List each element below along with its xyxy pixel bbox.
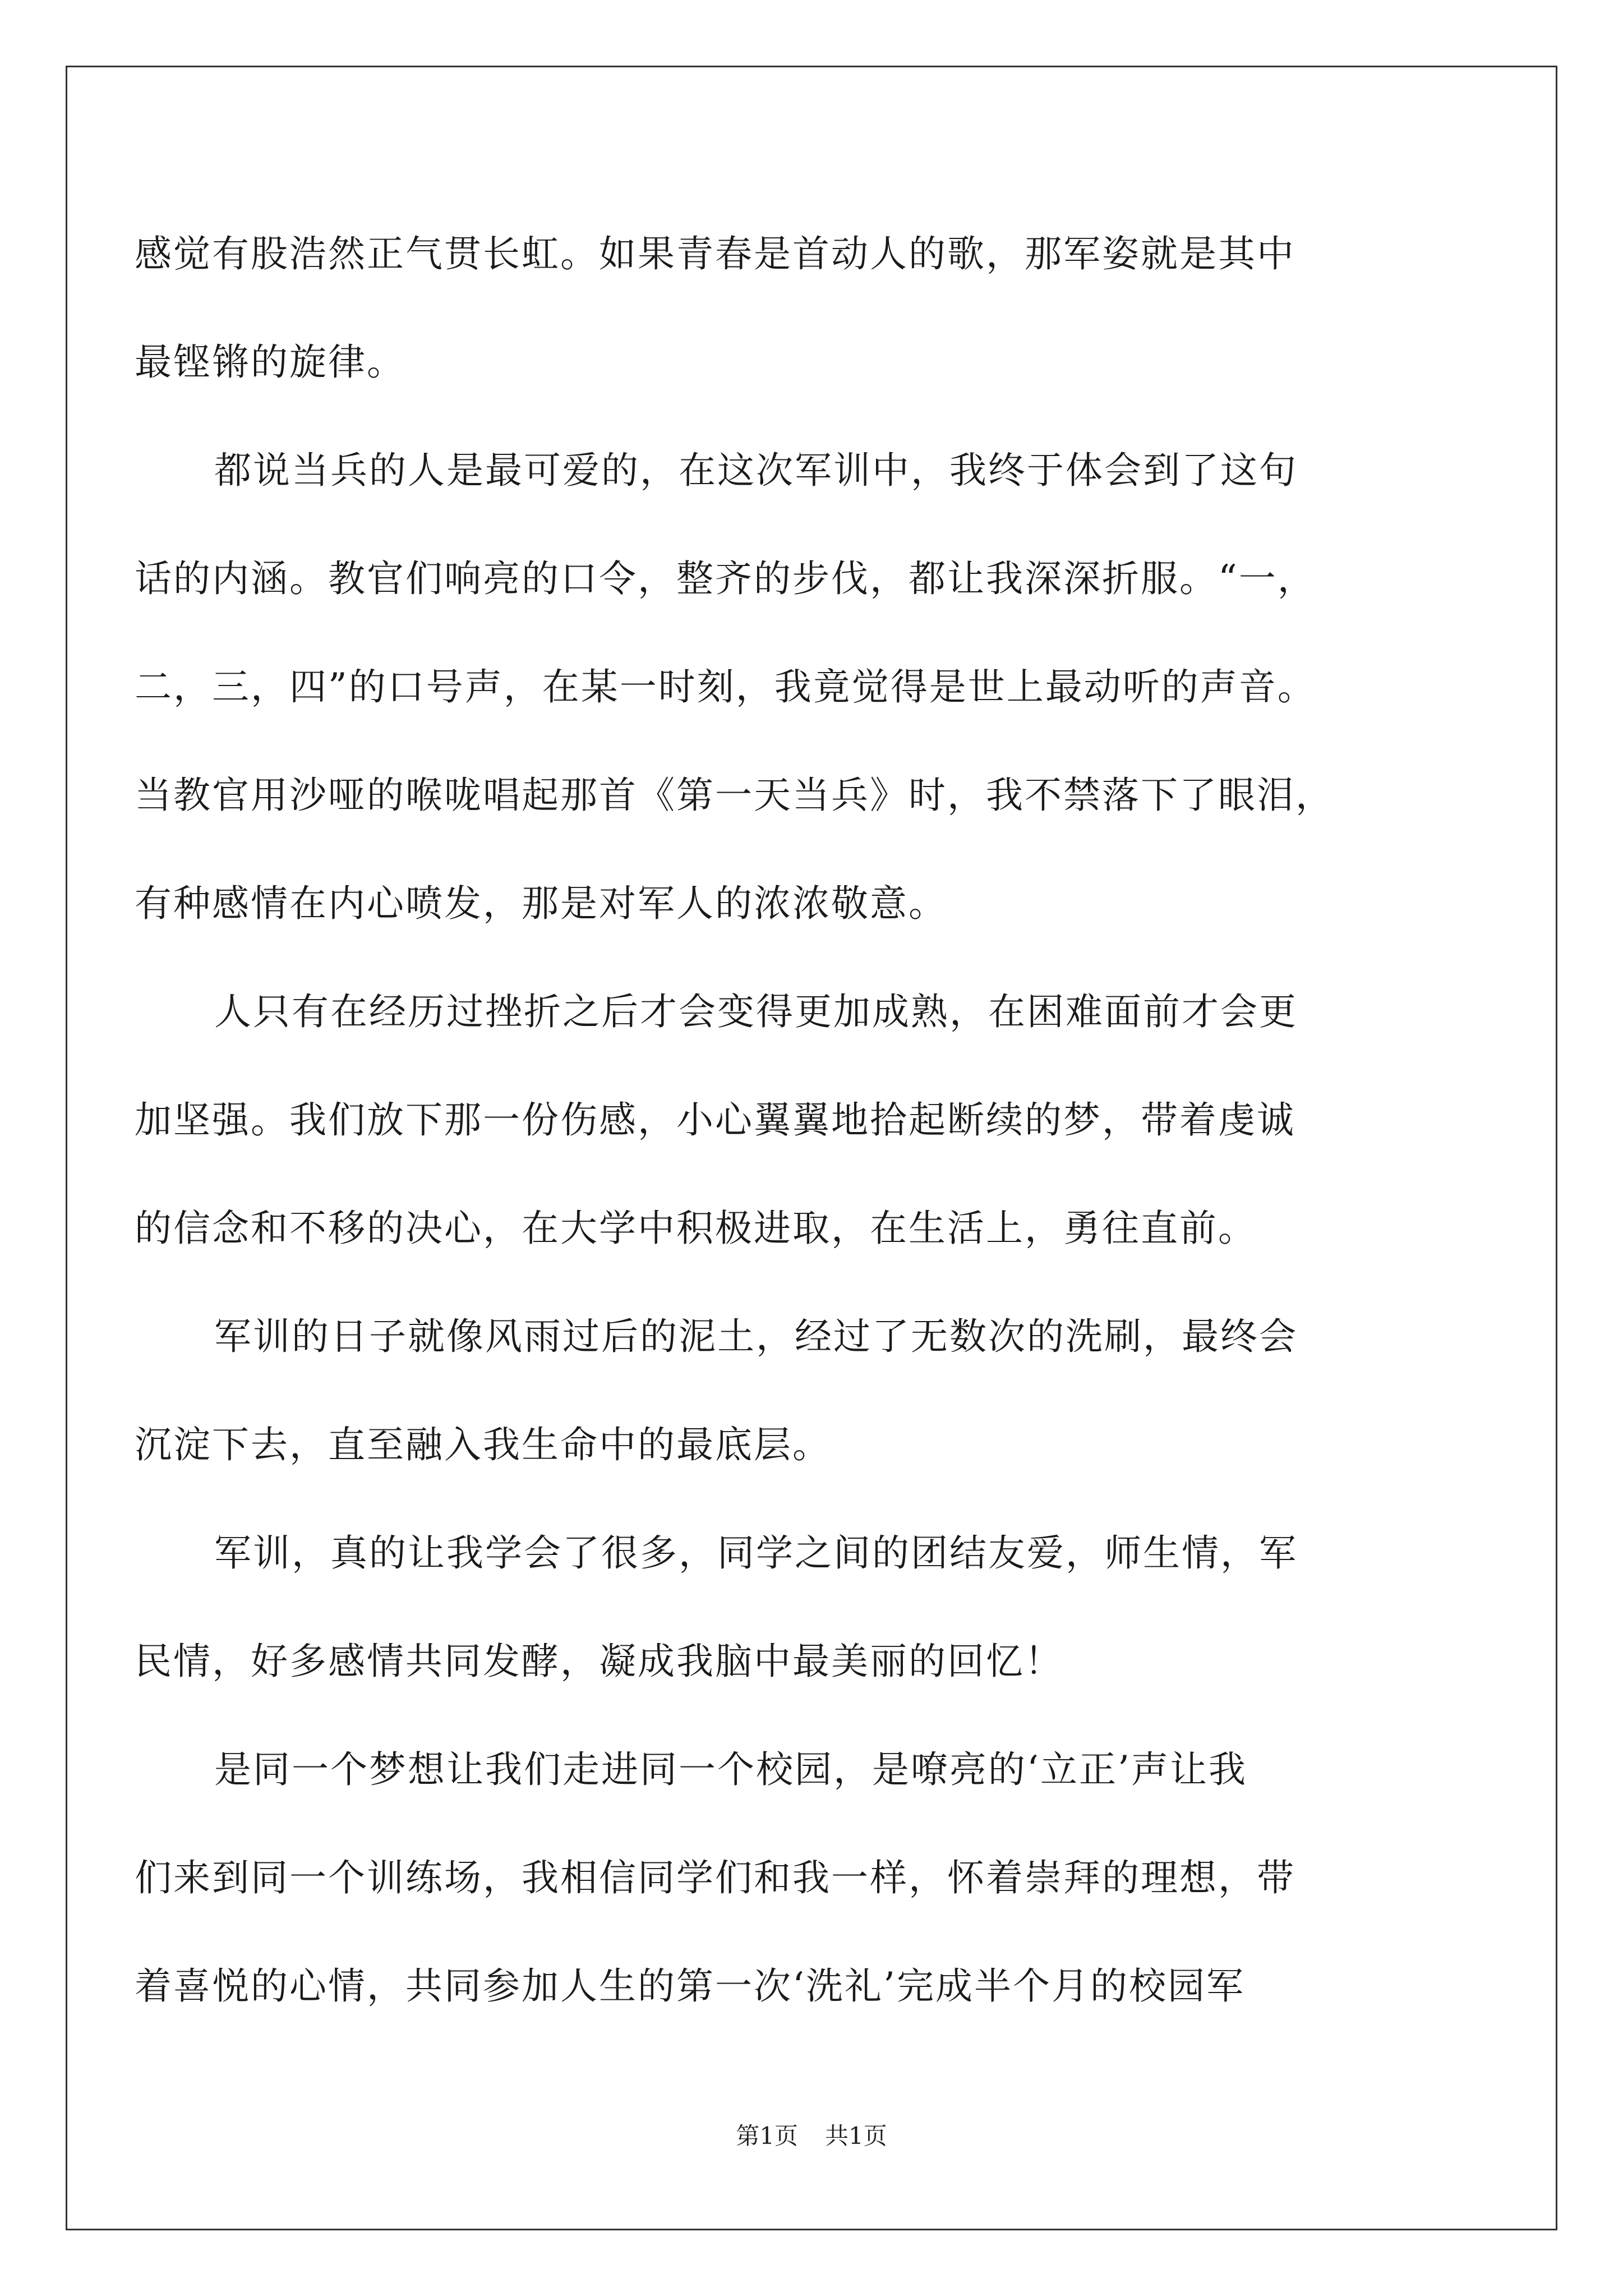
text-line: 沉淀下去，直至融入我生命中的最底层。 bbox=[135, 1423, 831, 1466]
page-total: 共1页 bbox=[825, 2122, 887, 2150]
text-line: 最铿锵的旋律。 bbox=[135, 341, 405, 384]
text-line: 民情，好多感情共同发酵，凝成我脑中最美丽的回忆！ bbox=[135, 1640, 1063, 1683]
text-line: 当教官用沙哑的喉咙唱起那首《第一天当兵》时，我不禁落下了眼泪， bbox=[135, 774, 1334, 817]
paragraph-start-line: 军训的日子就像风雨过后的泥土，经过了无数次的洗刷，最终会 bbox=[214, 1315, 1298, 1358]
text-line: 们来到同一个训练场，我相信同学们和我一样，怀着崇拜的理想，带 bbox=[135, 1856, 1295, 1899]
text-line: 二，三，四”的口号声，在某一时刻，我竟觉得是世上最动听的声音。 bbox=[135, 665, 1316, 708]
text-line: 话的内涵。教官们响亮的口令，整齐的步伐，都让我深深折服。“一， bbox=[135, 557, 1316, 600]
paragraph-start-line: 军训，真的让我学会了很多，同学之间的团结友爱，师生情，军 bbox=[214, 1531, 1298, 1575]
text-line: 感觉有股浩然正气贯长虹。如果青春是首动人的歌，那军姿就是其中 bbox=[135, 232, 1295, 275]
page-footer bbox=[0, 2119, 1623, 2153]
document-body bbox=[135, 200, 1436, 2040]
text-line: 有种感情在内心喷发，那是对军人的浓浓敬意。 bbox=[135, 882, 947, 925]
page-number: 第1页 bbox=[736, 2122, 798, 2150]
text-line: 的信念和不移的决心，在大学中积极进取，在生活上，勇往直前。 bbox=[135, 1207, 1257, 1250]
paragraph-start-line: 都说当兵的人是最可爱的，在这次军训中，我终于体会到了这句 bbox=[214, 449, 1298, 492]
text-line: 加坚强。我们放下那一份伤感，小心翼翼地拾起断续的梦，带着虔诚 bbox=[135, 1098, 1295, 1142]
paragraph-start-line: 人只有在经历过挫折之后才会变得更加成熟，在困难面前才会更 bbox=[214, 990, 1298, 1033]
paragraph-start-line: 是同一个梦想让我们走进同一个校园，是嘹亮的‘立正’声让我 bbox=[214, 1748, 1247, 1791]
text-line: 着喜悦的心情，共同参加人生的第一次‘洗礼’完成半个月的校园军 bbox=[135, 1964, 1245, 2008]
